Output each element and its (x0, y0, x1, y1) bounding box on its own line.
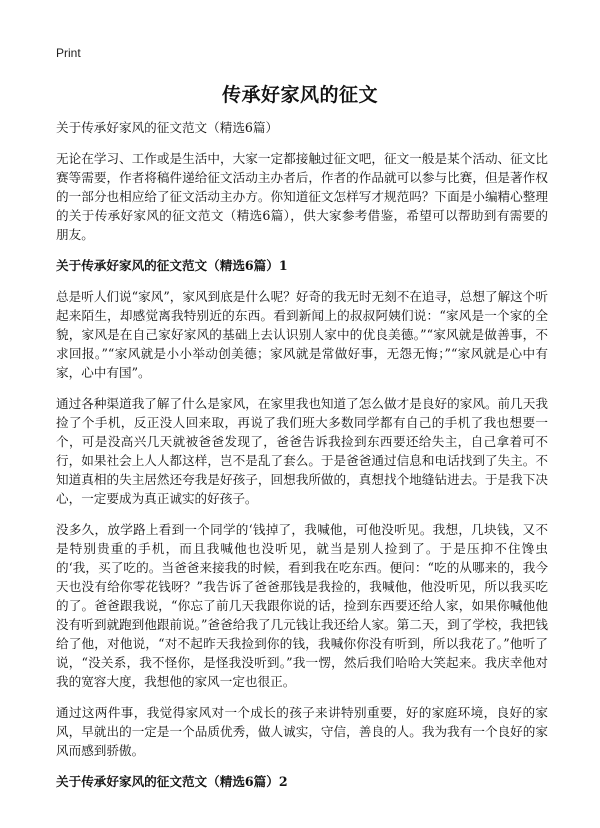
print-link[interactable]: Print (56, 46, 81, 60)
intro-paragraph: 无论在学习、工作或是生活中，大家一定都接触过征文吧，征文一般是某个活动、征文比赛等需要，作者将稿件递给征文活动主办者后，作者的作品就可以参与比赛，但是著作权的一部分也相应给了征文活动主办方。你知道征文怎样写才规范吗？下面是小编精心整理的关于传承好家风的征文范文（精选6篇），供大家参考借鉴，希望可以帮助到有需要的朋友。 (56, 151, 548, 242)
section-heading-1: 关于传承好家风的征文范文（精选6篇）1 (56, 258, 288, 273)
article-body (56, 118, 548, 803)
paragraph-4: 通过这两件事，我觉得家风对一个成长的孩子来讲特别重要，好的家庭环境，良好的家风，早就出的一定是一个品质优秀，做人诚实，守信，善良的人。我为我有一个良好的家风而感到骄傲。 (56, 705, 548, 758)
paragraph-3: 没多久，放学路上看到一个同学的‘钱掉了，我喊他，可他没听见。我想，几块钱，又不是特别贵重的手机，而且我喊他也没听见，就当是别人捡到了。于是压抑不住馋虫的‘我，买了吃的。当爸爸来接我的时候，看到我在吃东西。便问：“吃的从哪来的，我今天也没有给你零花钱呀？”我告诉了爸爸那钱是我捡的，我喊他，他没听见，所以我买吃的了。爸爸跟我说，“你忘了前几天我跟你说的话，捡到东西要还给人家，如果你喊他他没有听到就跑到他跟前说。”爸爸给我了几元钱让我还给人家。第二天，到了学校，我把钱给了他，对他说，“对不起昨天我捡到你的钱，我喊你你没有听到，所以我花了。”他听了说，“没关系，我不怪你，是怪我没听到。”我一愣，然后我们哈哈大笑起来。我庆幸他对我的宽容大度，我想他的家风一定也很正。 (56, 522, 548, 689)
section-heading-2: 关于传承好家风的征文范文（精选6篇）2 (56, 774, 288, 789)
paragraph-2: 通过各种渠道我了解了什么是家风，在家里我也知道了怎么做才是良好的家风。前几天我捡了个手机，反正没人回来取，再说了我们班大多数同学都有自己的手机了我也想要一个，可是没高兴几天就被爸爸发现了，爸爸告诉我捡到东西要还给失主，自己拿着可不行，如果社会上人人都这样，岂不是乱了套么。于是爸爸通过信息和电话找到了失主。不知道真相的失主居然还夸我是好孩子，回想我所做的，真想找个地缝钻进去。于是我下决心，一定要成为真正诚实的好孩子。 (56, 396, 548, 506)
paragraph-1: 总是听人们说“家风”，家风到底是什么呢？好奇的我无时无刻不在追寻，总想了解这个听起来陌生，却感觉离我特别近的东西。看到新闻上的叔叔阿姨们说：“家风是一个家的全貌，家风是在自己家好家风的基础上去认识别人家中的优良美德。”“家风就是做善事，不求回报。”“家风就是小小举动创美德；家风就是常做好事，无怨无悔；”“家风就是心中有家，心中有国”。 (56, 289, 548, 380)
article-subtitle: 关于传承好家风的征文范文（精选6篇） (56, 120, 279, 135)
page-title: 传承好家风的征文 (221, 84, 378, 106)
